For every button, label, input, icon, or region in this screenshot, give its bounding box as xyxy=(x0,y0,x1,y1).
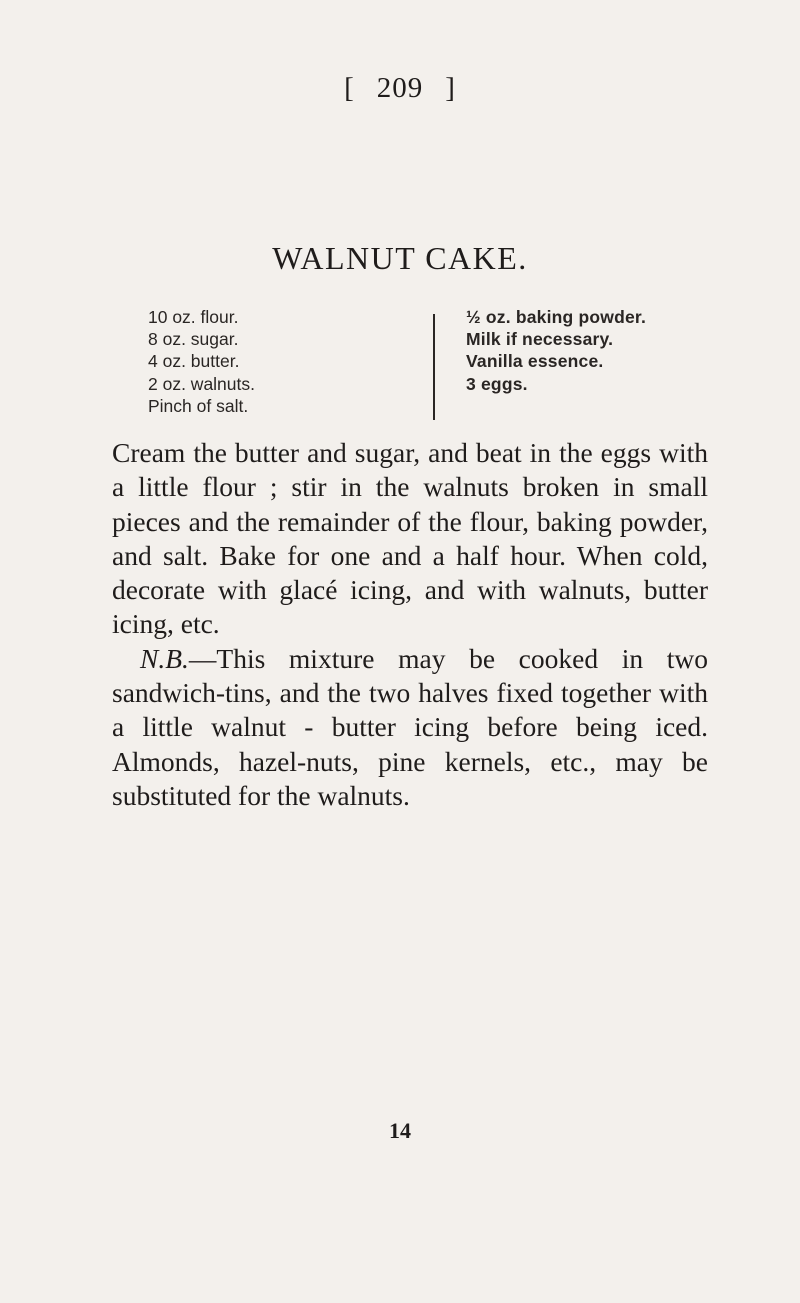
method-paragraph: Cream the butter and sugar, and beat in the eggs with a little flour ; stir in the walnuts broken in small pieces and the remainder of the flour, baking powder, and salt. Bake for one and a half hour. When cold, decorate with glacé icing, and with walnuts, butter icing, etc. xyxy=(112,437,708,640)
folio-number: 209 xyxy=(376,72,424,104)
ingredient-item: 2 oz. walnuts. xyxy=(148,373,255,394)
recipe-title: WALNUT CAKE. xyxy=(272,240,528,276)
nb-mark: N.B. xyxy=(140,642,189,674)
ingredient-item: 10 oz. flour. xyxy=(148,307,239,327)
ingredient-item: 8 oz. sugar. xyxy=(148,329,239,350)
ingredient-item: ½ oz. baking powder. xyxy=(466,307,646,327)
page-number-header xyxy=(0,72,800,105)
ingredient-item: 4 oz. butter. xyxy=(148,351,240,372)
folio-open-bracket: [ xyxy=(344,72,355,104)
nb-paragraph xyxy=(112,642,708,813)
ingredient-item: Pinch of salt. xyxy=(148,395,249,416)
signature-mark: 14 xyxy=(389,1118,411,1143)
ingredient-item: Vanilla essence. xyxy=(466,351,604,372)
ingredient-item: 3 eggs. xyxy=(466,373,528,394)
ingredients-list xyxy=(148,306,708,426)
recipe-method xyxy=(112,436,708,813)
ingredients-divider xyxy=(433,314,435,420)
ingredient-item: Milk if necessary. xyxy=(466,329,614,350)
nb-text: —This mixture may be cooked in two sandwich-tins, and the two halves fixed together with a little walnut - butter icing before being iced. Almonds, hazel-nuts, pine kernels, etc., may be substituted for the walnuts. xyxy=(112,642,708,811)
folio-close-bracket: ] xyxy=(445,72,456,104)
ingredients-right-column xyxy=(466,306,726,395)
ingredients-left-column xyxy=(148,306,348,417)
